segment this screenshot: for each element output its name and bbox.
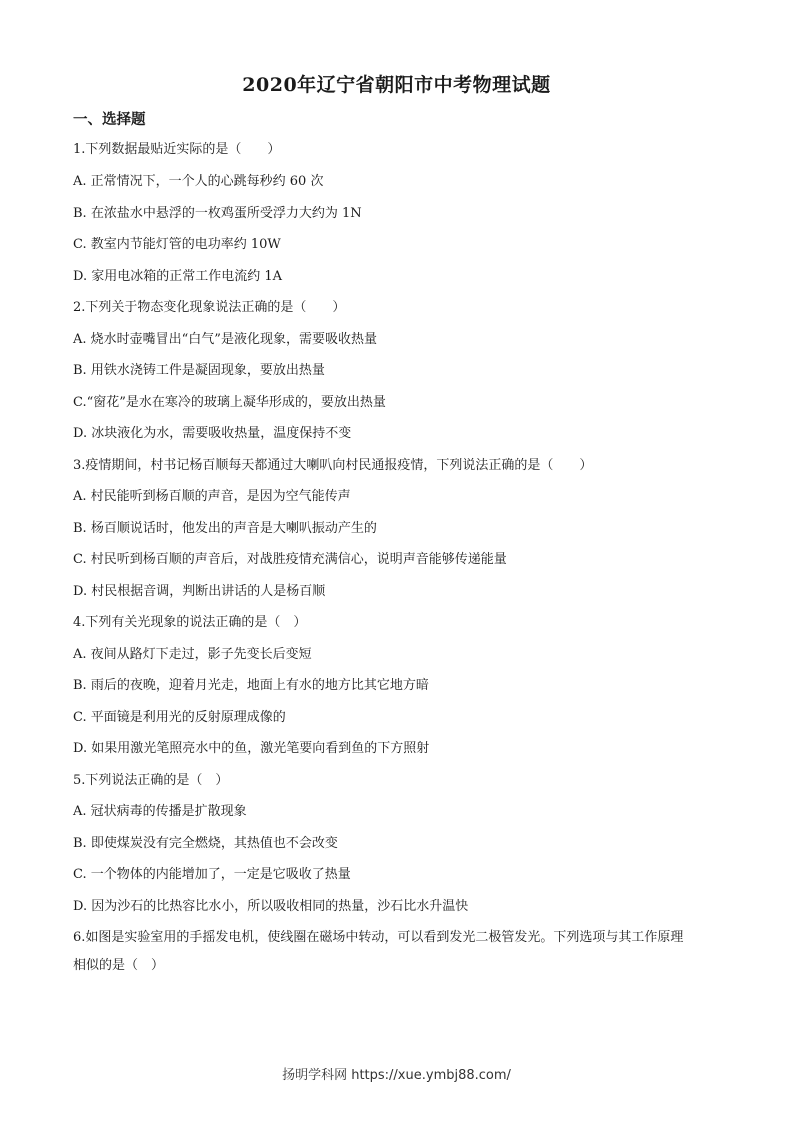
question-4-option-c: C. 平面镜是利用光的反射原理成像的 [73,710,286,725]
question-2-option-d: D. 冰块液化为水，需要吸收热量，温度保持不变 [73,426,352,441]
question-1-option-d: D. 家用电冰箱的正常工作电流约 1A [73,269,283,284]
question-5-option-a: A. 冠状病毒的传播是扩散现象 [73,804,247,819]
question-5-stem: 5.下列说法正确的是（ ） [73,773,229,788]
question-1-option-a: A. 正常情况下，一个人的心跳每秒约 60 次 [73,174,324,189]
question-3-option-a: A. 村民能听到杨百顺的声音，是因为空气能传声 [73,489,351,504]
question-3-stem: 3.疫情期间，村书记杨百顺每天都通过大喇叭向村民通报疫情，下列说法正确的是（ ） [73,458,593,473]
question-5-option-c: C. 一个物体的内能增加了，一定是它吸收了热量 [73,867,351,882]
question-3-option-c: C. 村民听到杨百顺的声音后，对战胜疫情充满信心，说明声音能够传递能量 [73,552,507,567]
question-4-option-a: A. 夜间从路灯下走过，影子先变长后变短 [73,647,312,662]
question-1-option-b: B. 在浓盐水中悬浮的一枚鸡蛋所受浮力大约为 1N [73,206,362,221]
question-3-option-b: B. 杨百顺说话时，他发出的声音是大喇叭振动产生的 [73,521,377,536]
question-1-option-c: C. 教室内节能灯管的电功率约 10W [73,237,281,252]
question-4-stem: 4.下列有关光现象的说法正确的是（ ） [73,615,307,630]
page-title: 2020年辽宁省朝阳市中考物理试题 [242,74,551,96]
question-4-option-d: D. 如果用激光笔照亮水中的鱼，激光笔要向看到鱼的下方照射 [73,741,430,756]
question-1-stem: 1.下列数据最贴近实际的是（ ） [73,142,281,157]
question-4-option-b: B. 雨后的夜晚，迎着月光走，地面上有水的地方比其它地方暗 [73,678,429,693]
question-6-stem-continued: 相似的是（ ） [73,958,165,973]
question-2-option-b: B. 用铁水浇铸工件是凝固现象，要放出热量 [73,363,325,378]
question-2-option-c: C.“窗花”是水在寒冷的玻璃上凝华形成的，要放出热量 [73,395,386,410]
question-2-option-a: A. 烧水时壶嘴冒出“白气”是液化现象，需要吸收热量 [73,332,377,347]
question-6-stem: 6.如图是实验室用的手摇发电机，使线圈在磁场中转动，可以看到发光二极管发光。下列选项与其工作原理 [73,930,684,945]
footer-watermark: 扬明学科网 https://xue.ymbj88.com/ [282,1068,511,1083]
question-5-option-d: D. 因为沙石的比热容比水小，所以吸收相同的热量，沙石比水升温快 [73,899,469,914]
question-5-option-b: B. 即使煤炭没有完全燃烧，其热值也不会改变 [73,836,338,851]
question-3-option-d: D. 村民根据音调，判断出讲话的人是杨百顺 [73,584,326,599]
section-heading: 一、选择题 [73,111,146,128]
question-2-stem: 2.下列关于物态变化现象说法正确的是（ ） [73,300,346,315]
